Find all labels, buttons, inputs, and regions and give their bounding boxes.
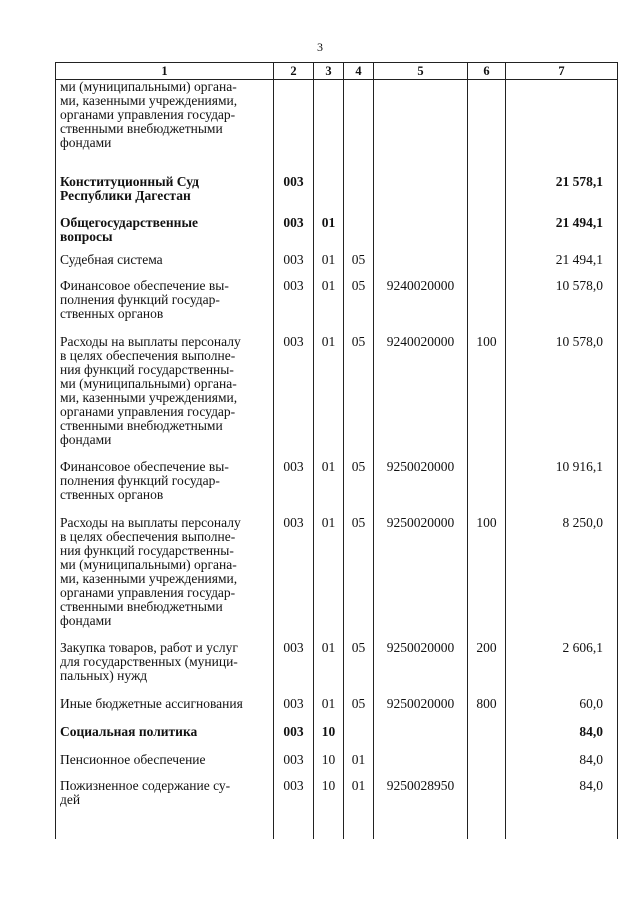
- row-name: Пожизненное содержание су- дей: [56, 779, 274, 839]
- row-name: Закупка товаров, работ и услуг для государственных (муници- пальных) нужд: [56, 641, 274, 697]
- row-code-3: 01: [314, 516, 344, 641]
- row-code-2: 003: [274, 335, 314, 460]
- row-amount: 84,0: [506, 779, 618, 839]
- column-header: 3: [314, 63, 344, 80]
- row-name: Финансовое обеспечение вы- полнения функций государ- ственных органов: [56, 279, 274, 335]
- row-code-6: [468, 725, 506, 753]
- row-amount: [506, 80, 618, 171]
- row-code-3: 10: [314, 753, 344, 779]
- row-code-2: 003: [274, 516, 314, 641]
- row-code-4: 01: [344, 779, 374, 839]
- row-code-5: 9250020000: [374, 697, 468, 725]
- table-row: [56, 279, 618, 335]
- row-code-6: [468, 253, 506, 279]
- row-name: Пенсионное обеспечение: [56, 753, 274, 779]
- row-code-4: 05: [344, 641, 374, 697]
- row-code-6: [468, 279, 506, 335]
- table-row: [56, 641, 618, 697]
- row-name: Иные бюджетные ассигнования: [56, 697, 274, 725]
- column-header: 6: [468, 63, 506, 80]
- table-row: [56, 725, 618, 753]
- row-amount: 10 916,1: [506, 460, 618, 516]
- row-code-3: 01: [314, 212, 344, 253]
- column-header: 5: [374, 63, 468, 80]
- row-code-3: 01: [314, 335, 344, 460]
- column-number-row: [56, 63, 618, 80]
- row-amount: 21 494,1: [506, 253, 618, 279]
- table-row: [56, 460, 618, 516]
- row-code-4: [344, 80, 374, 171]
- row-code-5: 9250020000: [374, 460, 468, 516]
- row-code-2: 003: [274, 212, 314, 253]
- row-code-4: 05: [344, 516, 374, 641]
- row-amount: 21 578,1: [506, 171, 618, 212]
- row-name: Финансовое обеспечение вы- полнения функций государ- ственных органов: [56, 460, 274, 516]
- row-code-4: 05: [344, 279, 374, 335]
- row-code-2: 003: [274, 753, 314, 779]
- column-header: 4: [344, 63, 374, 80]
- row-code-6: 800: [468, 697, 506, 725]
- row-code-3: 10: [314, 725, 344, 753]
- row-code-5: [374, 212, 468, 253]
- row-code-5: 9250020000: [374, 641, 468, 697]
- row-code-2: 003: [274, 171, 314, 212]
- column-header: 7: [506, 63, 618, 80]
- row-name: Социальная политика: [56, 725, 274, 753]
- row-code-4: 05: [344, 460, 374, 516]
- row-code-6: 200: [468, 641, 506, 697]
- row-code-2: 003: [274, 779, 314, 839]
- row-code-5: [374, 725, 468, 753]
- table-row: [56, 753, 618, 779]
- row-code-3: 01: [314, 253, 344, 279]
- row-code-3: [314, 80, 344, 171]
- row-amount: 8 250,0: [506, 516, 618, 641]
- row-code-6: [468, 753, 506, 779]
- table-row: [56, 779, 618, 839]
- table-row: [56, 212, 618, 253]
- page-number: 3: [317, 40, 323, 54]
- table-row: [56, 253, 618, 279]
- row-code-5: 9240020000: [374, 279, 468, 335]
- row-code-2: 003: [274, 697, 314, 725]
- row-code-6: [468, 212, 506, 253]
- row-code-3: 01: [314, 460, 344, 516]
- row-amount: 2 606,1: [506, 641, 618, 697]
- row-code-4: 05: [344, 697, 374, 725]
- table-row: [56, 171, 618, 212]
- row-name: Общегосударственные вопросы: [56, 212, 274, 253]
- row-code-5: 9240020000: [374, 335, 468, 460]
- row-code-6: 100: [468, 516, 506, 641]
- row-name: Расходы на выплаты персоналу в целях обеспечения выполне- ния функций государственны- ми (муниципальными) органа- ми, казенными учреждениями, органами управления государ- ственными внебюджетными фондами: [56, 516, 274, 641]
- row-name: Судебная система: [56, 253, 274, 279]
- row-amount: 10 578,0: [506, 335, 618, 460]
- row-code-5: [374, 80, 468, 171]
- row-amount: 10 578,0: [506, 279, 618, 335]
- row-code-4: [344, 725, 374, 753]
- row-code-5: 9250028950: [374, 779, 468, 839]
- row-code-3: 01: [314, 641, 344, 697]
- row-code-5: [374, 171, 468, 212]
- row-name: Конституционный Суд Республики Дагестан: [56, 171, 274, 212]
- column-header: 1: [56, 63, 274, 80]
- row-amount: 21 494,1: [506, 212, 618, 253]
- row-code-4: 05: [344, 335, 374, 460]
- row-code-6: [468, 460, 506, 516]
- row-code-6: [468, 80, 506, 171]
- row-code-4: [344, 212, 374, 253]
- row-code-6: [468, 779, 506, 839]
- column-header: 2: [274, 63, 314, 80]
- row-code-2: [274, 80, 314, 171]
- budget-table-body: [56, 80, 618, 839]
- row-code-6: 100: [468, 335, 506, 460]
- budget-table: [55, 62, 618, 839]
- row-name: ми (муниципальными) органа- ми, казенными учреждениями, органами управления государ- ственными внебюджетными фондами: [56, 80, 274, 171]
- row-code-4: [344, 171, 374, 212]
- row-code-2: 003: [274, 641, 314, 697]
- row-code-6: [468, 171, 506, 212]
- row-code-3: 10: [314, 779, 344, 839]
- row-name: Расходы на выплаты персоналу в целях обеспечения выполне- ния функций государственны- ми (муниципальными) органа- ми, казенными учреждениями, органами управления государ- ственными внебюджетными фондами: [56, 335, 274, 460]
- table-row: [56, 335, 618, 460]
- table-row: [56, 516, 618, 641]
- row-code-5: [374, 753, 468, 779]
- row-amount: 84,0: [506, 725, 618, 753]
- row-code-4: 05: [344, 253, 374, 279]
- row-code-3: 01: [314, 279, 344, 335]
- row-code-2: 003: [274, 460, 314, 516]
- table-row: [56, 697, 618, 725]
- row-code-3: 01: [314, 697, 344, 725]
- row-amount: 84,0: [506, 753, 618, 779]
- row-code-5: 9250020000: [374, 516, 468, 641]
- row-code-2: 003: [274, 279, 314, 335]
- row-amount: 60,0: [506, 697, 618, 725]
- row-code-2: 003: [274, 725, 314, 753]
- row-code-5: [374, 253, 468, 279]
- row-code-3: [314, 171, 344, 212]
- row-code-4: 01: [344, 753, 374, 779]
- table-row: [56, 80, 618, 171]
- row-code-2: 003: [274, 253, 314, 279]
